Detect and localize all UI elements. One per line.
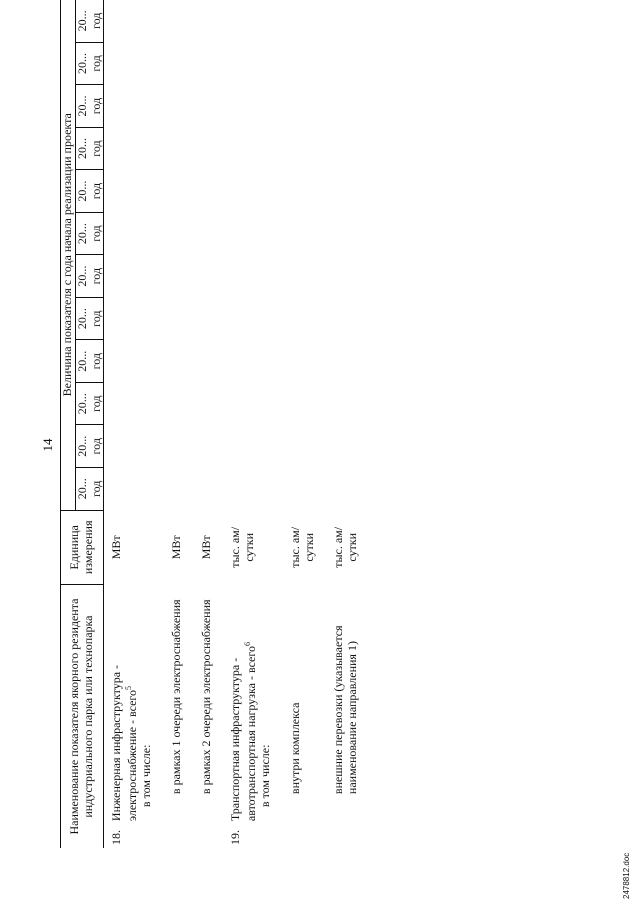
year-col: 20... год [75,425,104,468]
row-unit: тыс. ам/ сутки [331,526,360,568]
year-col: 20... год [75,340,104,383]
row-name: в рамках 2 очереди электроснабжения [198,599,213,795]
year-col: 20... год [75,468,104,511]
year-col: 20... год [75,127,104,170]
row-name: Инженерная инфраструктура - электроснабжение - всего$^5$ в том числе: [104,585,154,824]
year-col: 20... год [75,42,104,85]
row-name: Транспортная инфраструктура - автотранспортная нагрузка - всего$^6$ в том числе: [223,585,272,824]
header-row-1 [61,0,76,848]
row-number: 18. [109,830,124,845]
indicators-table [60,0,360,848]
year-col: 20... год [75,85,104,128]
row-name: внешние перевозки (указывается наименование направления 1) [331,625,360,795]
year-col: 20... год [75,0,104,42]
table-row [283,0,317,848]
year-col: 20... год [75,255,104,298]
table-row [194,0,214,848]
table-row [223,0,272,848]
row-unit: МВт [198,535,213,560]
year-col: 20... год [75,212,104,255]
header-unit: Единица измерения [61,510,104,585]
row-number: 19. [228,830,243,845]
year-col: 20... год [75,170,104,213]
row-name: внутри комплекса [287,702,302,795]
row-note: в том числе: [257,744,272,808]
page-number: 14 [40,438,55,452]
document-footer: 2478812.doc [622,852,631,899]
table-row [164,0,184,848]
row-note: в том числе: [138,744,153,808]
row-name: в рамках 1 очереди электроснабжения [168,599,183,795]
table-row [326,0,360,848]
row-unit: МВт [168,535,183,560]
row-unit: тыс. ам/ сутки [287,526,316,568]
row-unit: МВт [109,535,124,560]
row-unit: тыс. ам/ сутки [228,526,257,568]
year-col: 20... год [75,382,104,425]
year-col: 20... год [75,297,104,340]
table-row [104,0,154,848]
header-name: Наименование показателя якорного резидента индустриального парка или технопарка [61,585,104,848]
header-values: Величина показателя с года начала реализации проекта [61,0,76,510]
